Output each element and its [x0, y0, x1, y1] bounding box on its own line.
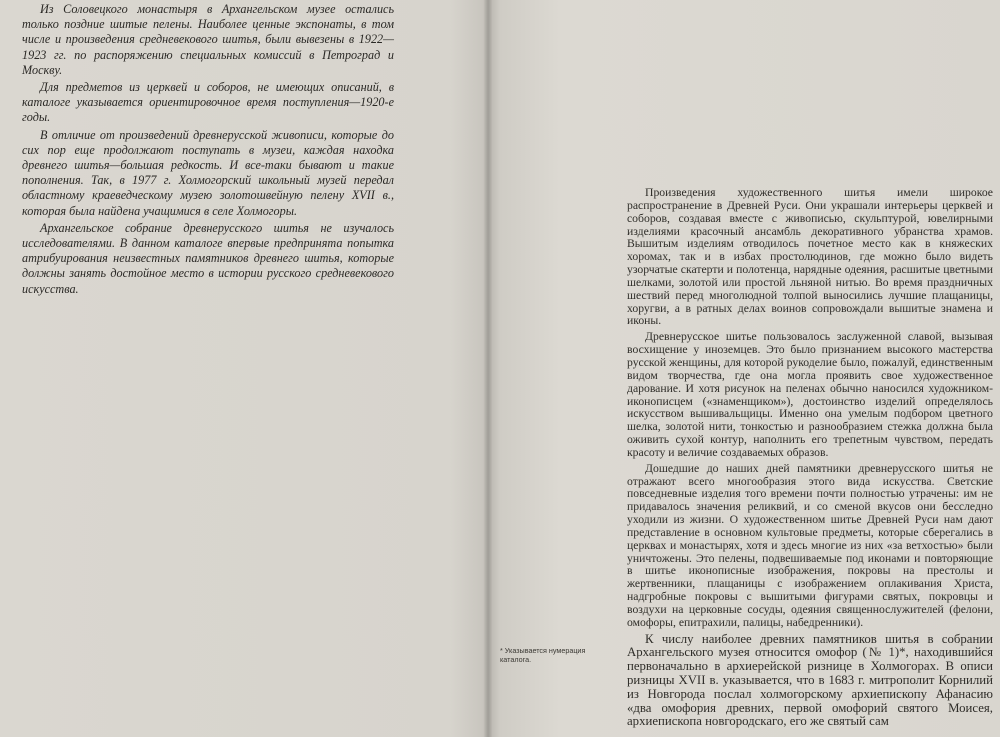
right-paragraph-1: Произведения художественного шитья имели широкое распространение в Древней Руси. Они украшали интерьеры церквей и соборов, создавая вместе с живописью, скульптурой, ювелирными изделиями красочный ансамбль декоративного убранства храмов. Вышитым изделиям отводилось почетное место как в княжеских хоромах, так и в избах простолюдинов, где можно было видеть узорчатые скатерти и полотенца, нарядные одеяния, расшитые цветными шелками, золотой или простой льняной нитью. Во время праздничных шествий перед многолюдной толпой выносились лучшие плащаницы, хоругви, а в ратных делах воинов сопровождали вышитые знамена и иконы. — [627, 186, 993, 328]
footnote: * Указывается нумерация каталога. — [500, 646, 586, 664]
left-paragraph-4: Архангельское собрание древнерусского шитья не изучалось исследователями. В данном каталоге впервые предпринята попытка атрибуирования неизвестных памятников древнего шитья, которые должны занять достойное место в истории русского средневекового искусства. — [22, 220, 394, 296]
book-gutter — [484, 0, 492, 737]
right-paragraph-3: Дошедшие до наших дней памятники древнерусского шитья не отражают всего многообразия этого вида искусства. Светские повседневные изделия того времени почти полностью утрачены: им не придавалось значения реликвий, и со сменой вкусов они бесследно уходили из жизни. О художественном шитье Древней Руси нам дают представление в основном культовые предметы, которые сберегались в церквах и монастырях, хотя и здесь многие из них «за ветхостью» были уничтожены. Это пелены, подвешиваемые под иконами и повторяющие в шитье иконописные изображения, покровы на престолы и жертвенники, плащаницы с изображением оплакивания Христа, надгробные покровы с вышитыми фигурами святых, покровцы и воздухи на церковные сосуды, одеяния священнослужителей (фелони, омофоры, епитрахили, палицы, набедренники). — [627, 461, 993, 629]
right-paragraph-2: Древнерусское шитье пользовалось заслуженной славой, вызывая восхищение у иноземцев. Это было признанием высокого мастерства русской женщины, для которой рукоделие было, пожалуй, единственным видом творчества, где она могла проявить свое художественное дарование. И хотя рисунок на пеленах обычно наносился художником-иконописцем («знаменщиком»), достоинство изделий определялось искусством вышивальщицы. Именно она умелым подбором цветного шелка, золотой нити, тонкостью и разнообразием стежка должна была оживить сухой контур, наполнить его трепетным чувством, передать красоту и величие создаваемых образов. — [627, 330, 993, 459]
left-page — [22, 2, 394, 299]
right-page — [627, 187, 993, 732]
left-paragraph-2: Для предметов из церквей и соборов, не имеющих описаний, в каталоге указывается ориентировочное время поступления—1920-е годы. — [22, 80, 394, 125]
left-paragraph-1: Из Соловецкого монастыря в Архангельском музее остались только поздние шитые пелены. Наиболее ценные экспонаты, в том числе и произведения средневекового шитья, были вывезены в 1922—1923 гг. по распоряжению специальных комиссий в Петроград и Москву. — [22, 2, 394, 77]
left-paragraph-3: В отличие от произведений древнерусской живописи, которые до сих пор еще продолжают поступать в музеи, каждая находка древнего шитья—большая редкость. И все-таки бывают и такие пополнения. Так, в 1977 г. Холмогорский школьный музей передал областному краеведческому музею золотошвейную пелену XVII в., которая была найдена учащимися в селе Холмогоры. — [22, 127, 394, 218]
right-paragraph-4: К числу наиболее древних памятников шитья в собрании Архангельского музея относится омофор (№ 1)*, находившийся первоначально в архиерейской ризнице в Холмогорах. В описи ризницы XVII в. указывается, что в 1683 г. митрополит Корнилий из Новгорода послал холмогорскому архиепископу Афанасию «два омофория древних, первой омофорий святого Моисея, архиепископа новгородскаго, его же святый сам — [627, 631, 993, 729]
